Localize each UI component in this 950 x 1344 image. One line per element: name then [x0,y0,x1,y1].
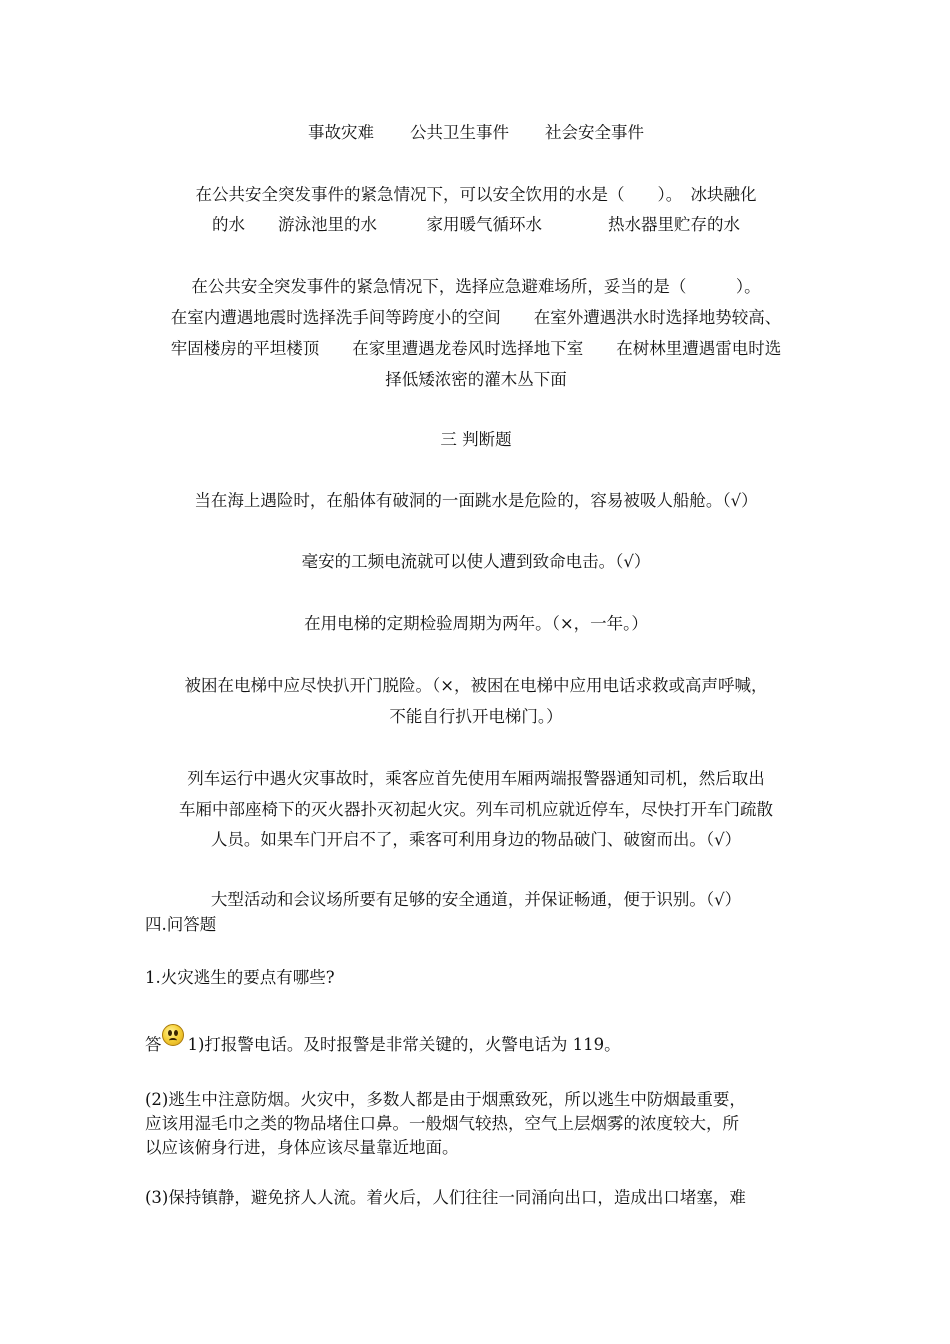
option-public-health: 公共卫生事件 [410,123,509,142]
worried-face-icon [162,1024,184,1046]
judge-item-2: 毫安的工频电流就可以使人遭到致命电击。（√） [301,552,651,571]
question-shelter-line-1: 在公共安全突发事件的紧急情况下，选择应急避难场所，妥当的是（ ）。 [191,277,761,296]
answer-point-2-line-1: (2)逃生中注意防烟。火灾中，多数人都是由于烟熏致死，所以逃生中防烟最重要， [145,1090,746,1109]
answer-point-2-line-3: 以应该俯身行进，身体应该尽量靠近地面。 [145,1138,459,1157]
question-1-title: 1.火灾逃生的要点有哪些? [145,968,335,987]
header-options [145,122,807,144]
option-social-security: 社会安全事件 [545,123,644,142]
judge-item-5-line-3: 人员。如果车门开启不了，乘客可利用身边的物品破门、破窗而出。（√） [210,830,742,849]
judge-item-5-line-2: 车厢中部座椅下的灭火器扑灭初起火灾。列车司机应就近停车，尽快打开车门疏散 [179,800,773,819]
judge-item-5-line-1: 列车运行中遇火灾事故时，乘客应首先使用车厢两端报警器通知司机，然后取出 [187,769,765,788]
question-shelter-line-3: 牢固楼房的平坦楼顶 在家里遭遇龙卷风时选择地下室 在树林里遭遇雷电时选 [170,339,782,358]
judge-item-4-line-1: 被困在电梯中应尽快扒开门脱险。（×，被困在电梯中应用电话求救或高声呼喊， [184,676,768,695]
question-shelter-line-4: 择低矮浓密的灌木丛下面 [385,370,567,389]
judge-item-3: 在用电梯的定期检验周期为两年。（×，一年。） [304,614,648,633]
answer-point-1 [145,1030,621,1056]
option-accident: 事故灾难 [308,123,374,142]
judge-item-1: 当在海上遇险时，在船体有破洞的一面跳水是危险的，容易被吸人船舱。（√） [194,491,758,510]
question-water-line-2: 的水 游泳池里的水 家用暖气循环水 热水器里贮存的水 [212,215,740,234]
answer-point-3-line-1: (3)保持镇静，避免挤人人流。着火后，人们往往一同涌向出口，造成出口堵塞，难 [145,1188,746,1207]
answer-point-2-line-2: 应该用湿毛巾之类的物品堵住口鼻。一般烟气较热，空气上层烟雾的浓度较大，所 [145,1114,739,1133]
answer-point-1-text: 1)打报警电话。及时报警是非常关键的，火警电话为 119。 [187,1035,621,1054]
answer-prefix: 答 [145,1035,162,1054]
judge-item-4-line-2: 不能自行扒开电梯门。） [389,707,563,726]
judge-item-6: 大型活动和会议场所要有足够的安全通道，并保证畅通，便于识别。（√） [210,890,742,909]
question-shelter-line-2: 在室内遭遇地震时选择洗手间等跨度小的空间 在室外遭遇洪水时选择地势较高、 [170,308,782,327]
question-water-line-1: 在公共安全突发事件的紧急情况下，可以安全饮用的水是（ ）。 冰块融化 [195,185,757,204]
section-3-title: 三 判断题 [440,430,512,449]
section-4-title: 四.问答题 [145,915,217,934]
